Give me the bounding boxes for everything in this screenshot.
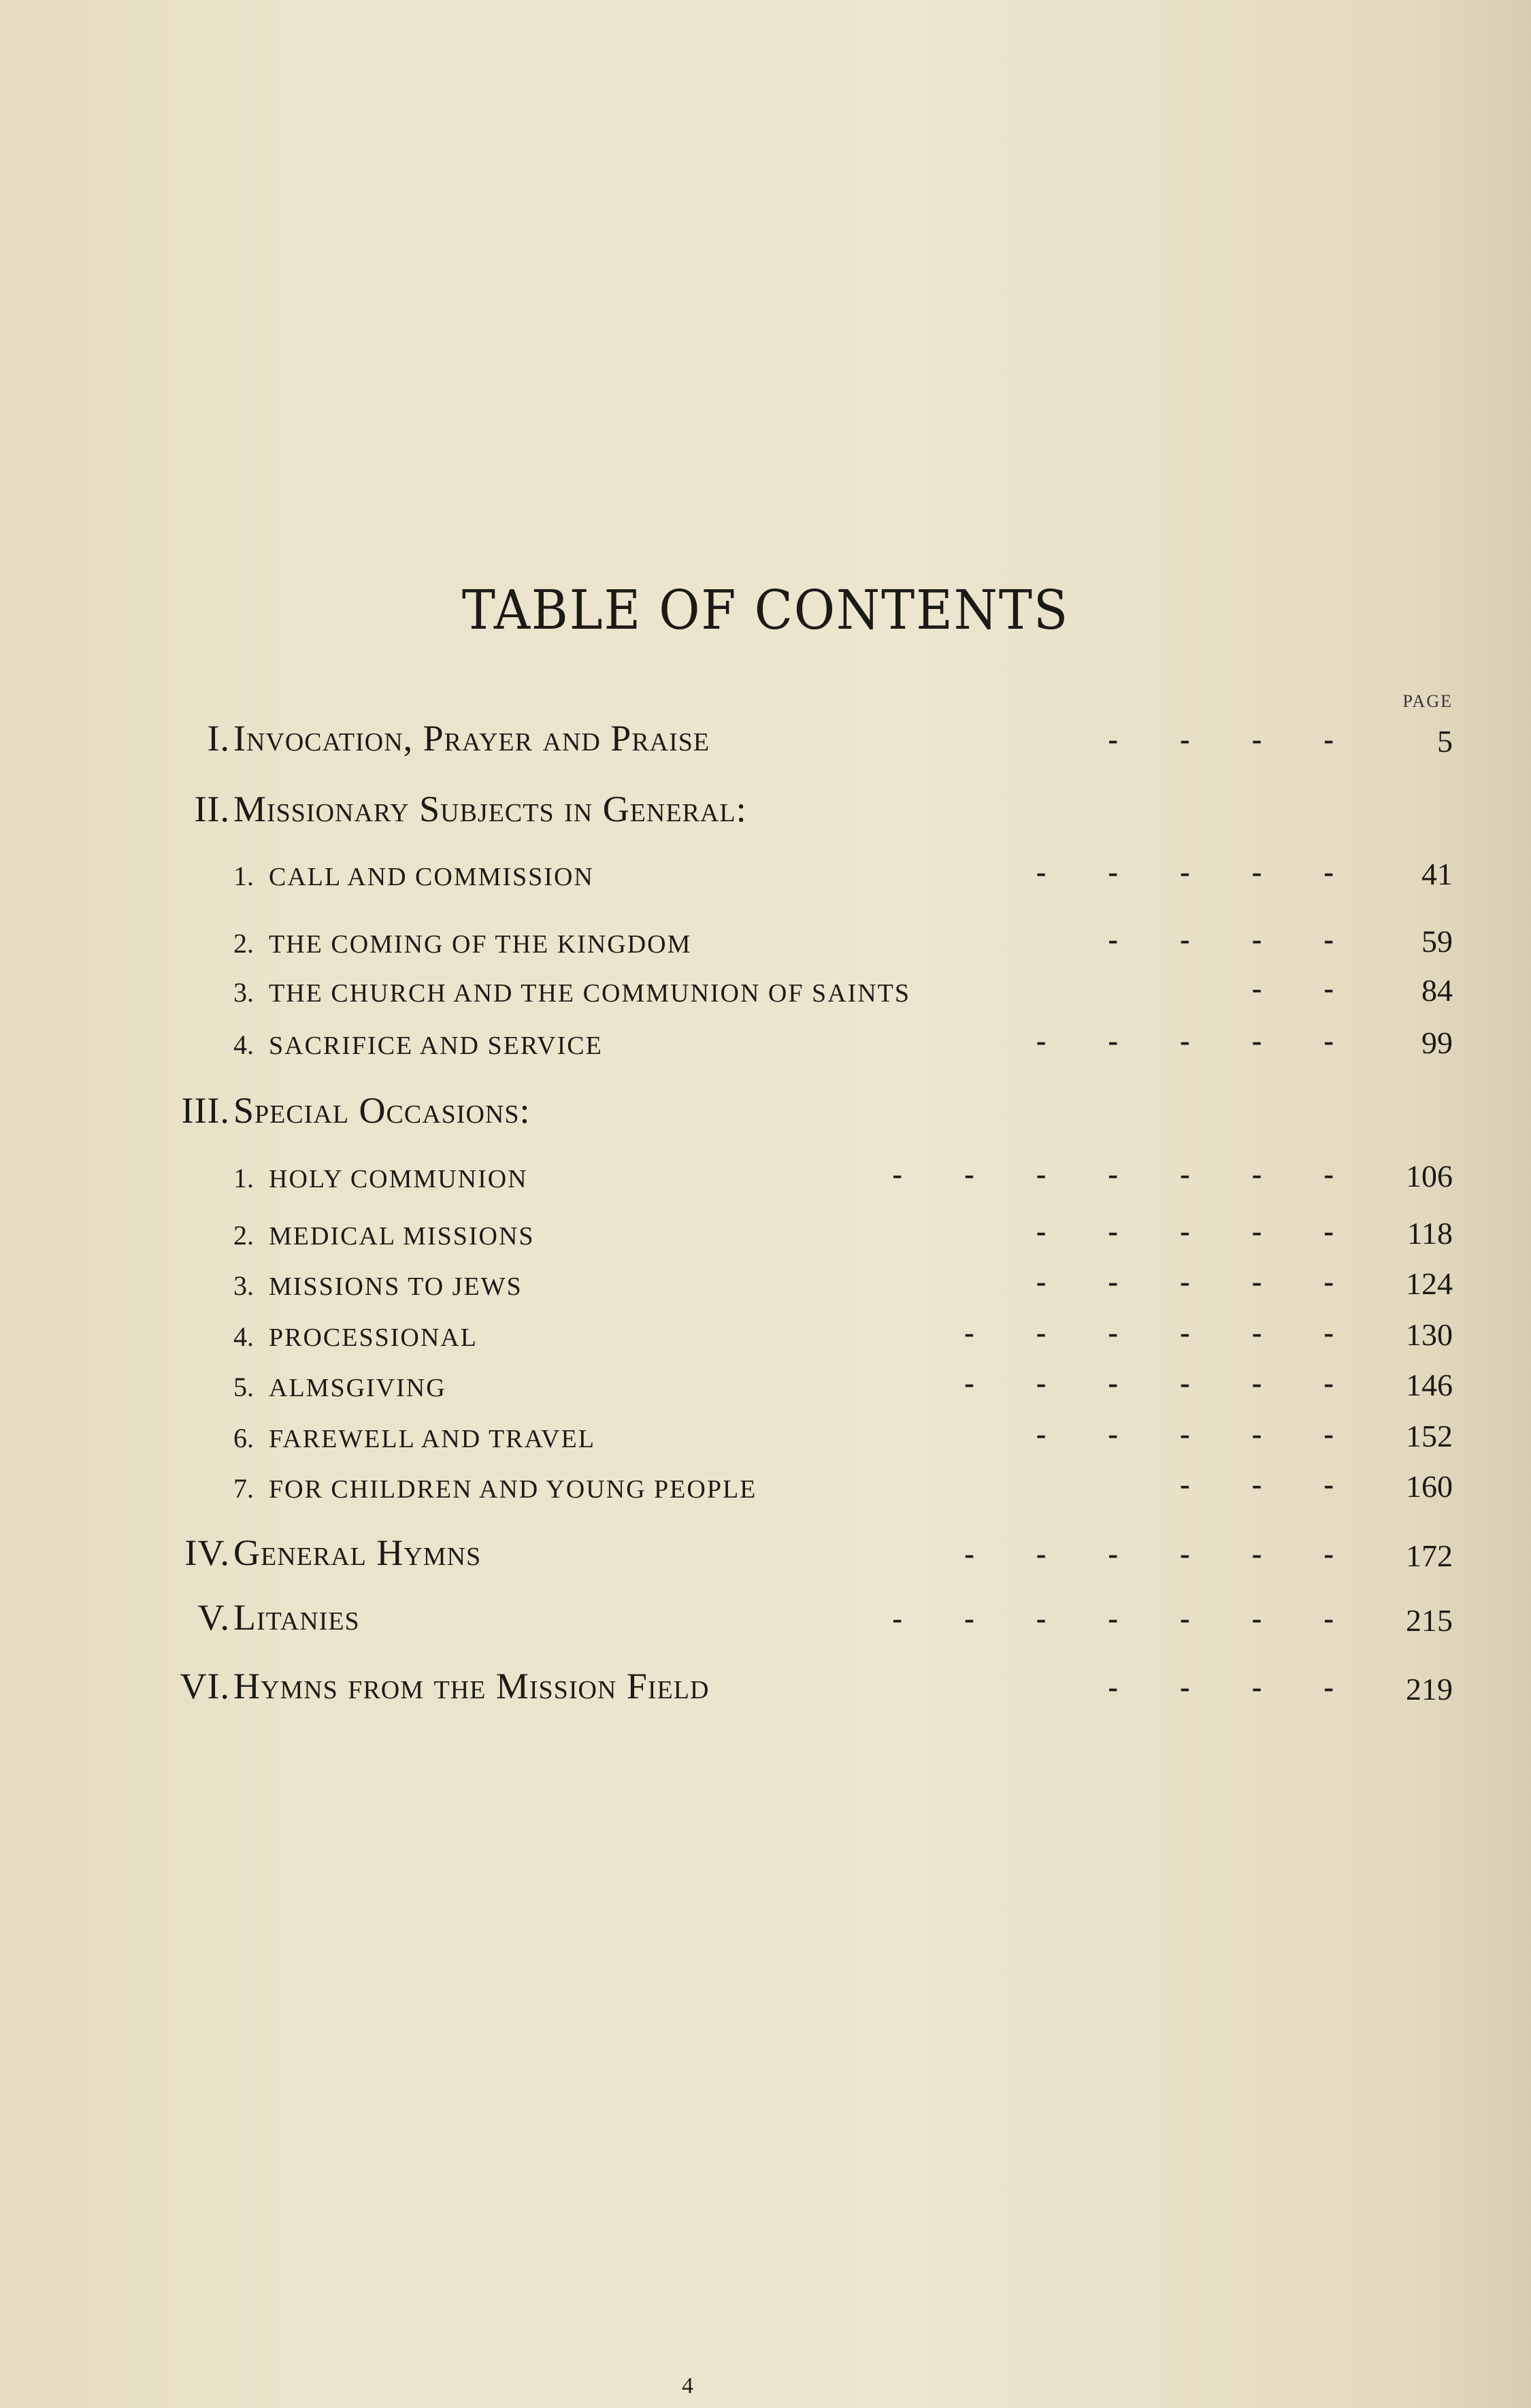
dot-leader: - - - - - - - bbox=[892, 1157, 1334, 1191]
entry-number: VI. bbox=[180, 1666, 230, 1706]
entry-title: HOLY COMMUNION bbox=[269, 1165, 528, 1193]
toc-entry bbox=[0, 919, 1531, 966]
page-title: TABLE OF CONTENTS bbox=[461, 578, 1070, 642]
dot-leader: - - - - - bbox=[1036, 855, 1334, 889]
dot-leader: - - - - - bbox=[1036, 1417, 1334, 1451]
entry-title: FAREWELL AND TRAVEL bbox=[269, 1425, 595, 1453]
dot-leader: - - - - - - - bbox=[892, 1602, 1334, 1635]
entry-number: 3. bbox=[233, 977, 254, 1008]
entry-page: 84 bbox=[1421, 973, 1453, 1008]
toc-entry bbox=[0, 1153, 1531, 1201]
entry-number: 4. bbox=[233, 1029, 254, 1060]
entry-number: 4. bbox=[233, 1321, 254, 1352]
entry-title: Missionary Subjects in General: bbox=[233, 789, 747, 829]
entry-title: Invocation, Prayer and Praise bbox=[233, 718, 710, 759]
entry-number: 5. bbox=[233, 1372, 254, 1402]
dot-leader: - - - - - - bbox=[964, 1316, 1334, 1349]
entry-title: ALMSGIVING bbox=[269, 1374, 446, 1402]
toc-entry bbox=[0, 1666, 1531, 1714]
toc-entry bbox=[0, 1533, 1531, 1581]
toc-entry bbox=[0, 1020, 1531, 1068]
entry-number: III. bbox=[181, 1090, 230, 1131]
entry-number: 1. bbox=[233, 861, 254, 891]
entry-page: 59 bbox=[1421, 924, 1453, 959]
entry-page: 106 bbox=[1406, 1159, 1453, 1193]
entry-page: 219 bbox=[1406, 1672, 1453, 1706]
entry-number: V. bbox=[197, 1597, 230, 1638]
toc-entry bbox=[0, 1210, 1531, 1258]
entry-page: 172 bbox=[1406, 1538, 1453, 1573]
toc-entry bbox=[0, 851, 1531, 899]
toc-entry bbox=[0, 1312, 1531, 1359]
toc-entry bbox=[0, 719, 1531, 766]
entry-number: 1. bbox=[233, 1163, 254, 1193]
dot-leader: - - - bbox=[1180, 1468, 1334, 1501]
entry-number: 7. bbox=[233, 1473, 254, 1504]
entry-title: Litanies bbox=[233, 1597, 360, 1638]
entry-title: General Hymns bbox=[233, 1532, 482, 1573]
entry-page: 5 bbox=[1437, 724, 1453, 759]
dot-leader: - - - - - - bbox=[964, 1366, 1334, 1400]
toc-entry bbox=[0, 1362, 1531, 1410]
entry-number: II. bbox=[194, 789, 230, 829]
entry-title: THE COMING OF THE KINGDOM bbox=[269, 930, 692, 959]
entry-page: 130 bbox=[1406, 1317, 1453, 1352]
entry-page: 160 bbox=[1406, 1469, 1453, 1504]
entry-title: Special Occasions: bbox=[233, 1090, 531, 1131]
dot-leader: - - bbox=[1251, 972, 1334, 1005]
entry-page: 118 bbox=[1406, 1216, 1453, 1251]
dot-leader: - - - - - bbox=[1036, 1024, 1334, 1057]
dot-leader: - - - - - bbox=[1036, 1215, 1334, 1248]
dot-leader: - - - - bbox=[1108, 923, 1334, 956]
entry-title: MISSIONS TO JEWS bbox=[269, 1272, 523, 1301]
page-column-label: PAGE bbox=[1402, 691, 1453, 711]
entry-title: CALL AND COMMISSION bbox=[269, 863, 594, 891]
entry-page: 152 bbox=[1406, 1419, 1453, 1453]
entry-title: MEDICAL MISSIONS bbox=[269, 1222, 535, 1251]
toc-entry bbox=[0, 789, 1531, 837]
entry-page: 215 bbox=[1406, 1603, 1453, 1638]
dot-leader: - - - - - bbox=[1036, 1265, 1334, 1298]
dot-leader: - - - - bbox=[1108, 1670, 1334, 1704]
toc-entry bbox=[0, 1261, 1531, 1308]
entry-page: 146 bbox=[1406, 1368, 1453, 1402]
dot-leader: - - - - - - bbox=[964, 1537, 1334, 1570]
entry-number: I. bbox=[207, 718, 230, 759]
entry-number: IV. bbox=[184, 1532, 230, 1573]
entry-page: 124 bbox=[1406, 1266, 1453, 1301]
entry-title: SACRIFICE AND SERVICE bbox=[269, 1032, 603, 1060]
toc-entry bbox=[0, 1413, 1531, 1461]
entry-number: 6. bbox=[233, 1423, 254, 1453]
entry-title: THE CHURCH AND THE COMMUNION OF SAINTS bbox=[269, 979, 911, 1008]
dot-leader: - - - - bbox=[1108, 723, 1334, 756]
entry-number: 3. bbox=[233, 1270, 254, 1301]
entry-page: 41 bbox=[1421, 857, 1453, 891]
entry-number: 2. bbox=[233, 1220, 254, 1251]
entry-title: Hymns from the Mission Field bbox=[233, 1666, 710, 1706]
page-number: 4 bbox=[682, 2373, 693, 2398]
toc-entry bbox=[0, 1091, 1531, 1138]
toc-entry bbox=[0, 1598, 1531, 1645]
toc-entry bbox=[0, 1464, 1531, 1511]
entry-title: PROCESSIONAL bbox=[269, 1323, 478, 1352]
entry-title: FOR CHILDREN AND YOUNG PEOPLE bbox=[269, 1475, 757, 1504]
entry-page: 99 bbox=[1421, 1025, 1453, 1060]
entry-number: 2. bbox=[233, 928, 254, 959]
toc-entry bbox=[0, 968, 1531, 1015]
